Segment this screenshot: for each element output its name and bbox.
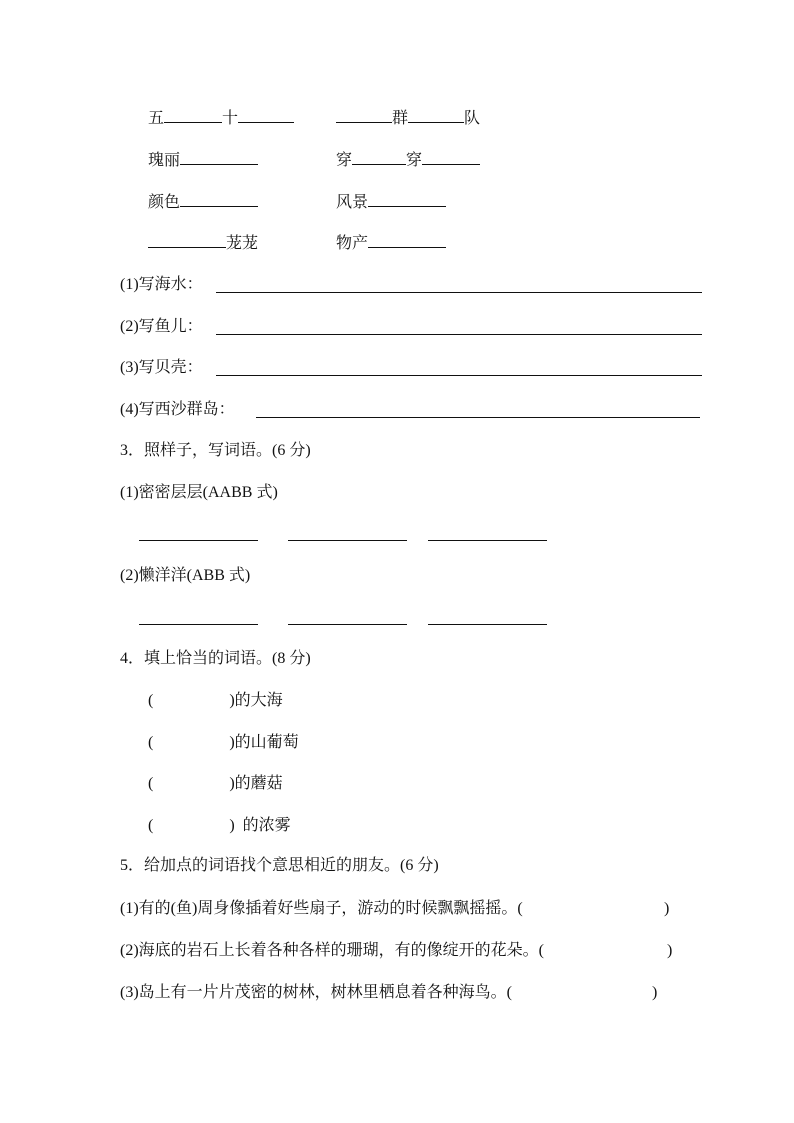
write-prompt-2: (2)写鱼儿： — [120, 318, 203, 335]
fill-item-text: )的大海 — [229, 692, 283, 709]
blank-line[interactable] — [180, 192, 258, 207]
answer-line[interactable] — [256, 417, 700, 418]
word-text: 队 — [464, 108, 481, 127]
word-text: 风景 — [336, 192, 369, 211]
word-row-2-right — [336, 150, 480, 170]
answer-line[interactable] — [288, 540, 407, 541]
answer-line[interactable] — [216, 334, 702, 335]
open-paren: ( — [148, 775, 154, 792]
question-4-title: 4．填上恰当的词语。(8 分) — [120, 650, 311, 667]
synonym-item-2: (2)海底的岩石上长着各种各样的珊瑚，有的像绽开的花朵。( — [120, 942, 544, 959]
word-text: 瑰丽 — [148, 150, 181, 169]
open-paren: ( — [148, 817, 154, 834]
answer-line[interactable] — [216, 292, 702, 293]
question-5-title: 5．给加点的词语找个意思相近的朋友。(6 分) — [120, 857, 439, 874]
question-3-title: 3．照样子，写词语。(6 分) — [120, 442, 311, 459]
blank-line[interactable] — [238, 108, 294, 123]
synonym-item-3: (3)岛上有一片片茂密的树林，树林里栖息着各种海鸟。( — [120, 984, 512, 1001]
word-text: 颜色 — [148, 192, 181, 211]
answer-line[interactable] — [428, 540, 547, 541]
fill-item — [148, 691, 283, 711]
word-text: 物产 — [336, 233, 369, 252]
word-text: 五 — [148, 108, 165, 127]
word-row-1-right — [336, 108, 480, 128]
word-row-4-left — [148, 233, 258, 253]
blank-line[interactable] — [148, 233, 226, 248]
word-row-4-right — [336, 233, 446, 253]
word-text: 十 — [222, 108, 239, 127]
blank-line[interactable] — [164, 108, 222, 123]
blank-line[interactable] — [368, 233, 446, 248]
word-text: 群 — [392, 108, 409, 127]
word-text: 穿 — [336, 150, 353, 169]
word-row-3-left — [148, 192, 258, 212]
answer-line[interactable] — [139, 540, 258, 541]
synonym-item-1: (1)有的(鱼)周身像插着好些扇子，游动的时候飘飘摇摇。( — [120, 900, 523, 917]
fill-item-text: )的蘑菇 — [229, 775, 283, 792]
fill-item — [148, 774, 283, 794]
write-prompt-3: (3)写贝壳： — [120, 359, 203, 376]
open-paren: ( — [148, 692, 154, 709]
word-text: 穿 — [406, 150, 423, 169]
question-3-sub-2: (2)懒洋洋(ABB 式) — [120, 567, 251, 584]
open-paren: ( — [148, 734, 154, 751]
word-row-3-right — [336, 192, 446, 212]
blank-line[interactable] — [352, 150, 406, 165]
answer-line[interactable] — [216, 375, 702, 376]
blank-line[interactable] — [408, 108, 464, 123]
word-row-2-left — [148, 150, 258, 170]
word-text: 茏茏 — [226, 233, 259, 252]
answer-line[interactable] — [288, 624, 407, 625]
blank-line[interactable] — [180, 150, 258, 165]
write-prompt-1: (1)写海水： — [120, 276, 203, 293]
fill-item — [148, 816, 291, 836]
fill-item — [148, 733, 299, 753]
blank-line[interactable] — [422, 150, 480, 165]
blank-line[interactable] — [368, 192, 446, 207]
fill-item-text: ) 的浓雾 — [229, 817, 291, 834]
blank-line[interactable] — [336, 108, 392, 123]
fill-item-text: )的山葡萄 — [229, 734, 299, 751]
answer-line[interactable] — [428, 624, 547, 625]
answer-line[interactable] — [139, 624, 258, 625]
write-prompt-4: (4)写西沙群岛： — [120, 401, 235, 418]
question-3-sub-1: (1)密密层层(AABB 式) — [120, 484, 278, 501]
close-paren[interactable]: ) — [652, 984, 658, 1001]
close-paren[interactable]: ) — [664, 900, 670, 917]
word-row-1-left — [148, 108, 294, 128]
close-paren[interactable]: ) — [667, 942, 673, 959]
